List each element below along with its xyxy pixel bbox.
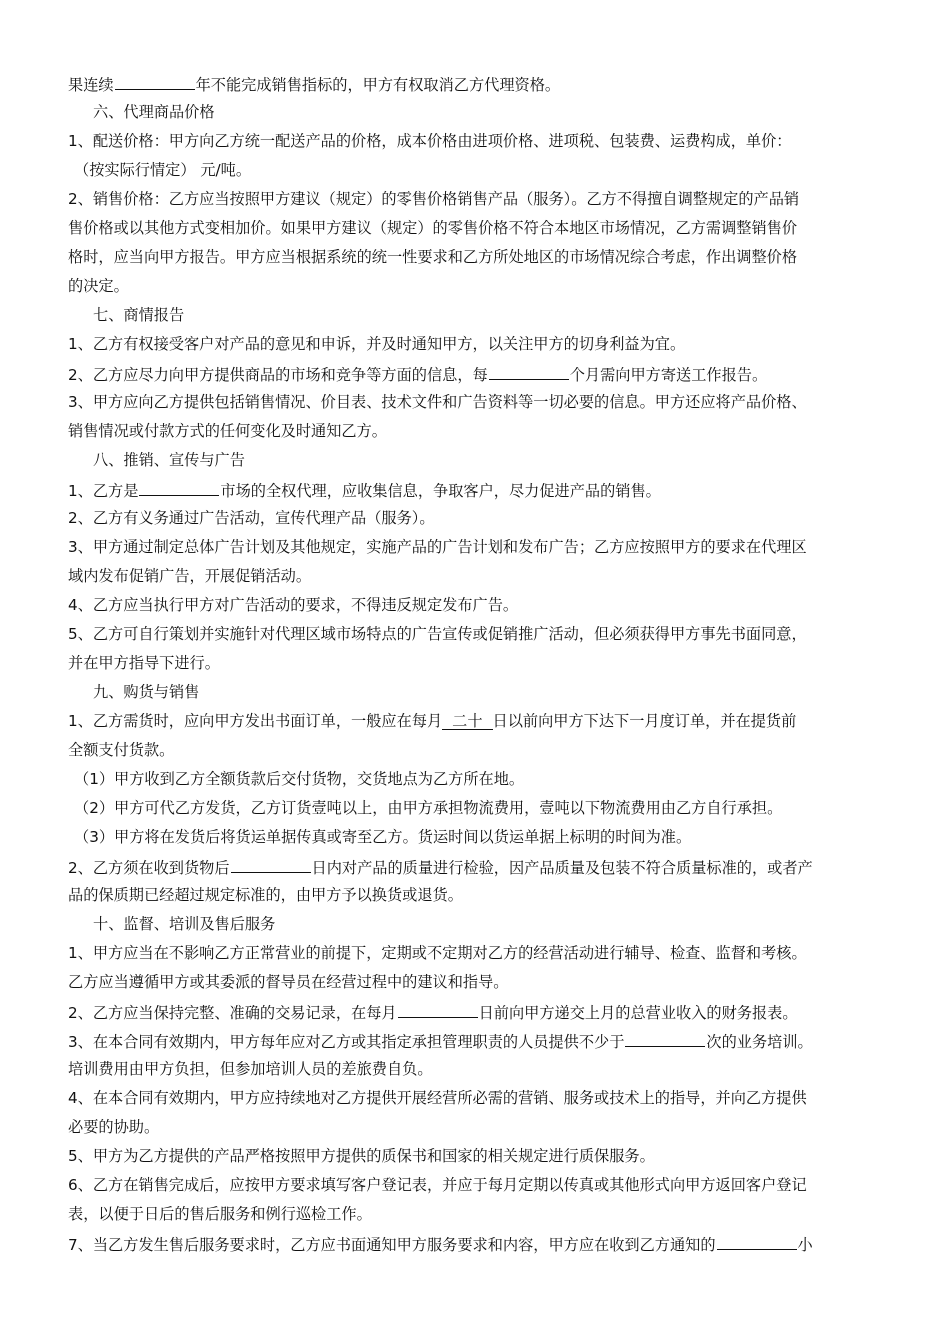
blank-field [625,1030,705,1047]
text-line: 域内发布促销广告，开展促销活动。 [68,567,311,585]
text-line: 果连续 年不能完成销售指标的，甲方有权取消乙方代理资格。 [68,73,883,95]
text-line: 必要的协助。 [68,1118,160,1136]
text-line: （按实际行情定） 元/吨。 [74,161,252,179]
text-line: 销售情况或付款方式的任何变化及时通知乙方。 [68,422,387,440]
text-line: 2、销售价格：乙方应当按照甲方建议（规定）的零售价格销售产品（服务）。乙方不得擅自调整规定的产品销 [68,190,800,208]
text-line: 3、甲方应向乙方提供包括销售情况、价目表、技术文件和广告资料等一切必要的信息。甲方还应将产品价格、 [68,393,807,411]
text-line: 2、乙方应尽力向甲方提供商品的市场和竞争等方面的信息，每 个月需向甲方寄送工作报告。 [68,363,883,385]
text-line: 2、乙方须在收到货物后 日内对产品的质量进行检验，因产品质量及包装不符合质量标准的，或者产 [68,856,883,878]
text-line: （3）甲方将在发货后将货运单据传真或寄至乙方。货运时间以货运单据上标明的时间为准。 [74,828,692,846]
blank-field [115,73,195,90]
text-line: 5、乙方可自行策划并实施针对代理区域市场特点的广告宣传或促销推广活动，但必须获得甲方事先书面同意， [68,625,807,643]
text-line: 5、甲方为乙方提供的产品严格按照甲方提供的质保书和国家的相关规定进行质保服务。 [68,1147,655,1165]
text-line: （2）甲方可代乙方发货，乙方订货壹吨以上，由甲方承担物流费用，壹吨以下物流费用由乙方自行承担。 [74,799,783,817]
blank-field [231,856,311,873]
text-line: （1）甲方收到乙方全额货款后交付货物，交货地点为乙方所在地。 [74,770,525,788]
text-line: 2、乙方有义务通过广告活动，宣传代理产品（服务）。 [68,509,435,527]
text-line: 格时，应当向甲方报告。甲方应当根据系统的统一性要求和乙方所处地区的市场情况综合考虑，作出调整价格 [68,248,797,266]
text-line: 售价格或以其他方式变相加价。如果甲方建议（规定）的零售价格不符合本地区市场情况，乙方需调整销售价 [68,219,797,237]
section-heading-8: 八、推销、宣传与广告 [93,451,245,469]
text-line: 3、甲方通过制定总体广告计划及其他规定，实施产品的广告计划和发布广告；乙方应按照甲方的要求在代理区 [68,538,807,556]
text-line: 1、乙方需货时，应向甲方发出书面订单，一般应在每月 二十 日以前向甲方下达下一月度订单，并在提货前 [68,712,797,730]
blank-field [489,363,569,380]
text-line: 品的保质期已经超过规定标准的，由甲方予以换货或退货。 [68,886,463,904]
text-line: 4、乙方应当执行甲方对广告活动的要求，不得违反规定发布广告。 [68,596,519,614]
section-heading-6: 六、代理商品价格 [93,103,215,121]
text-line: 2、乙方应当保持完整、准确的交易记录，在每月 日前向甲方递交上月的总营业收入的财务报表。 [68,1001,883,1023]
text-line: 7、当乙方发生售后服务要求时，乙方应书面通知甲方服务要求和内容，甲方应在收到乙方通知的 小 [68,1233,883,1255]
section-heading-9: 九、购货与销售 [93,683,200,701]
filled-field: 二十 [442,711,492,730]
text-line: 培训费用由甲方负担，但参加培训人员的差旅费自负。 [68,1060,433,1078]
section-heading-7: 七、商情报告 [93,306,185,324]
text-line: 并在甲方指导下进行。 [68,654,220,672]
text-line: 1、配送价格：甲方向乙方统一配送产品的价格，成本价格由进项价格、进项税、包装费、运费构成，单价： [68,132,792,150]
section-heading-10: 十、监督、培训及售后服务 [93,915,276,933]
text-line: 乙方应当遵循甲方或其委派的督导员在经营过程中的建议和指导。 [68,973,509,991]
blank-field [717,1233,797,1250]
text-line: 6、乙方在销售完成后，应按甲方要求填写客户登记表，并应于每月定期以传真或其他形式向甲方返回客户登记 [68,1176,807,1194]
text-line: 1、乙方是 市场的全权代理，应收集信息，争取客户，尽力促进产品的销售。 [68,479,883,501]
text-line: 全额支付货款。 [68,741,175,759]
text-line: 1、乙方有权接受客户对产品的意见和申诉，并及时通知甲方，以关注甲方的切身利益为宜。 [68,335,686,353]
blank-field [139,479,219,496]
text-line: 表，以便于日后的售后服务和例行巡检工作。 [68,1205,372,1223]
text-line: 4、在本合同有效期内，甲方应持续地对乙方提供开展经营所必需的营销、服务或技术上的指导，并向乙方提供 [68,1089,807,1107]
blank-field [398,1001,478,1018]
text-line: 3、在本合同有效期内，甲方每年应对乙方或其指定承担管理职责的人员提供不少于 次的业务培训。 [68,1030,883,1052]
text-line: 1、甲方应当在不影响乙方正常营业的前提下，定期或不定期对乙方的经营活动进行辅导、检查、监督和考核。 [68,944,807,962]
text-line: 的决定。 [68,277,129,295]
